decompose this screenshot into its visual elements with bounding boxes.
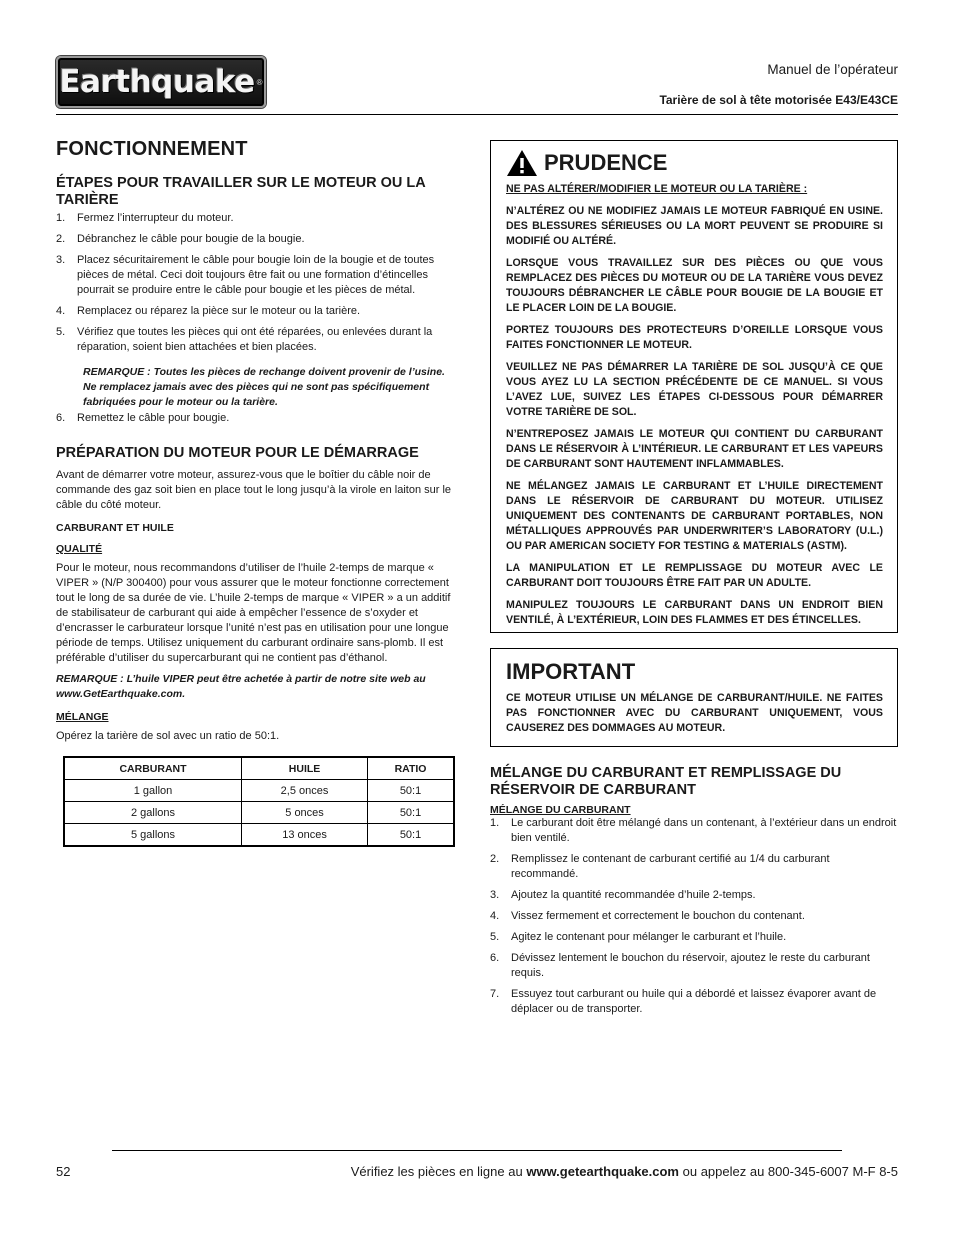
list-item (490, 852, 898, 882)
footer-contact (351, 1164, 898, 1179)
step-number: 7. (490, 988, 500, 1000)
step-text: Placez sécuritairement le câble pour bougie loin de la bougie et de toutes pièces de métal. Ceci doit toujours être fait ou une formation d’étincelles pourrait se produire entre le câble pour bougie et les pièces de métal. (77, 254, 435, 296)
step-number: 5. (490, 931, 500, 943)
step-text: Débranchez le câble pour bougie de la bougie. (77, 233, 305, 245)
prudence-paragraph: N’ALTÉREZ OU NE MODIFIEZ JAMAIS LE MOTEUR FABRIQUÉ EN USINE. DES BLESSURES SÉRIEUSES OU LA MORT PEUVENT SE PRODUIRE SI MODIFIÉ OU ALTÉRÉ. (506, 205, 883, 247)
step-number: 1. (56, 212, 66, 224)
prudence-box (490, 140, 898, 633)
list-item (490, 930, 898, 945)
list-item (56, 325, 456, 355)
step-text: Vérifiez que toutes les pièces qui ont été réparées, ou enlevées durant la réparation, soient bien attachées et bien placées. (77, 326, 433, 353)
list-item (56, 232, 456, 247)
list-item (490, 951, 898, 981)
step-text: Remplissez le contenant de carburant certifié au 1/4 du carburant recommandé. (511, 853, 830, 880)
footer-phone-text: ou appelez au 800-345-6007 M-F 8-5 (682, 1164, 898, 1179)
page-number: 52 (56, 1164, 71, 1179)
prudence-paragraph: NE MÉLANGEZ JAMAIS LE CARBURANT ET L’HUILE DIRECTEMENT DANS LE RÉSERVOIR DE CARBURANT DU MOTEUR. UTILISEZ UNIQUEMENT DES CONTENANTS DE CARBURANT PORTABLES, NON MÉTALLIQUES APPROUVÉS PAR UNDERWRITER’S LABORATORY (U.L.) OU PAR AMERICAN SOCIETY FOR TESTING & MATERIALS (ASTM). (506, 480, 883, 552)
steps-list-continued (56, 411, 456, 426)
step-number: 6. (56, 412, 66, 424)
important-box (490, 648, 898, 747)
prudence-paragraph: PORTEZ TOUJOURS DES PROTECTEURS D’OREILLE LORSQUE VOUS FAITES FONCTIONNER LE MOTEUR. (506, 324, 883, 351)
steps-heading: ÉTAPES POUR TRAVAILLER SUR LE MOTEUR OU LA TARIÈRE (56, 175, 426, 208)
list-item (56, 411, 456, 426)
list-item (56, 253, 456, 298)
list-item (490, 987, 898, 1017)
table-row (64, 824, 454, 847)
product-title: Tarière de sol à tête motorisée E43/E43CE (659, 93, 898, 107)
column-header: CARBURANT (64, 757, 242, 780)
step-number: 2. (56, 233, 66, 245)
prudence-title-row (506, 141, 883, 185)
fuel-mixing-label: MÉLANGE DU CARBURANT (490, 804, 631, 816)
prudence-paragraph: LORSQUE VOUS TRAVAILLEZ SUR DES PIÈCES OU QUE VOUS REMPLACEZ DES PIÈCES DU MOTEUR OU DE LA TARIÈRE VOUS DEVEZ TOUJOURS DÉBRANCHER LE CÂBLE POUR BOUGIE DE LA BOUGIE ET LE PLACER LOIN DE LA BOUGIE. (506, 257, 883, 314)
step-number: 1. (490, 817, 500, 829)
prudence-subtitle: NE PAS ALTÉRER/MODIFIER LE MOTEUR OU LA TARIÈRE : (506, 183, 808, 195)
prudence-paragraph: VEUILLEZ NE PAS DÉMARRER LA TARIÈRE DE SOL JUSQU’À CE QUE VOUS AYEZ LU LA SECTION PRÉCÉDENTE DE CE MANUEL. SI VOUS L’AVEZ LUE, SUIVEZ LES ÉTAPES CI-DESSOUS POUR DÉMARRER VOTRE TARIÈRE DE SOL. (506, 361, 883, 418)
quality-text: Pour le moteur, nous recommandons d’utiliser de l’huile 2-temps de marque « VIPER » (N/P 300400) pour vous assurer que le moteur fonctionne correctement tout le long de sa durée de vie. L’huile 2-temps de marque « VIPER » a un additif de stabilisateur de carburant qui aide à empêcher l’essence de s’oxyder et d’encrasser le carburateur lorsque l’unité n’est pas en utilisation pour une longue période de temps. Utilisez uniquement du carburant ordinaire sans-plomb. Il est préférable d’utiliser du supercarburant qui ne contient pas d’éthanol. (56, 562, 451, 664)
list-item (56, 211, 456, 226)
list-item (490, 888, 898, 903)
steps-list (56, 211, 456, 355)
step-text: Vissez fermement et correctement le bouchon du contenant. (511, 910, 805, 922)
fuel-fill-heading: MÉLANGE DU CARBURANT ET REMPLISSAGE DU RÉSERVOIR DE CARBURANT (490, 765, 842, 798)
table-cell: 2 gallons (64, 802, 242, 824)
step-text: Le carburant doit être mélangé dans un contenant, à l’extérieur dans un endroit bien ventilé. (511, 817, 897, 844)
step-text: Ajoutez la quantité recommandée d’huile 2-temps. (511, 889, 756, 901)
prudence-paragraph: LA MANIPULATION ET LE REMPLISSAGE DU MOTEUR AVEC LE CARBURANT DOIT TOUJOURS ÊTRE FAIT PAR UN ADULTE. (506, 562, 883, 589)
column-header: HUILE (242, 757, 368, 780)
section-title: FONCTIONNEMENT (56, 138, 248, 160)
step-text: Essuyez tout carburant ou huile qui a débordé et laissez évaporer avant de déplacer ou de transporter. (511, 988, 877, 1015)
important-title-row (506, 649, 883, 695)
table-cell: 50:1 (368, 802, 454, 824)
step-number: 2. (490, 853, 500, 865)
table-cell: 13 onces (242, 824, 368, 847)
manual-label: Manuel de l’opérateur (767, 62, 898, 77)
right-column (490, 140, 898, 1023)
table-cell: 1 gallon (64, 780, 242, 802)
prudence-paragraph: N’ENTREPOSEZ JAMAIS LE MOTEUR QUI CONTIENT DU CARBURANT DANS LE RÉSERVOIR À L’INTÉRIEUR. LE CARBURANT ET LES VAPEURS DE CARBURANT SONT HAUTEMENT INFLAMMABLES. (506, 428, 883, 470)
prudence-paragraph: MANIPULEZ TOUJOURS LE CARBURANT DANS UN ENDROIT BIEN VENTILÉ, À L’EXTÉRIEUR, LOIN DES FLAMMES ET DES ÉTINCELLES. (506, 599, 883, 626)
step-text: Remplacez ou réparez la pièce sur le moteur ou la tarière. (77, 305, 361, 317)
replacement-parts-note: REMARQUE : Toutes les pièces de rechange doivent provenir de l’usine. Ne remplacez jamais avec des pièces qui ne sont pas spécifiquement fabriquées pour le moteur ou la tarière. (83, 366, 445, 408)
prep-heading: PRÉPARATION DU MOTEUR POUR LE DÉMARRAGE (56, 445, 419, 461)
table-row (64, 802, 454, 824)
table-cell: 5 onces (242, 802, 368, 824)
table-row (64, 780, 454, 802)
viper-note: REMARQUE : L’huile VIPER peut être achetée à partir de notre site web au www.GetEarthquake.com. (56, 673, 426, 700)
fuel-oil-label: CARBURANT ET HUILE (56, 522, 174, 534)
mix-ratio-table (63, 756, 455, 847)
list-item (490, 909, 898, 924)
mix-text: Opérez la tarière de sol avec un ratio de 50:1. (56, 730, 280, 742)
left-column (56, 138, 456, 847)
table-cell: 5 gallons (64, 824, 242, 847)
header-divider (56, 114, 898, 115)
fuel-steps-list (490, 816, 898, 1017)
step-number: 5. (56, 326, 66, 338)
prep-text: Avant de démarrer votre moteur, assurez-vous que le boîtier du câble noir de commande des gaz soit bien en place tout le long jusqu’à la virole en laiton sur le câble du côté moteur. (56, 469, 452, 511)
quality-label: QUALITÉ (56, 543, 103, 555)
mix-label: MÉLANGE (56, 711, 109, 723)
step-text: Remettez le câble pour bougie. (77, 412, 230, 424)
footer-divider (112, 1150, 842, 1151)
brand-logo (56, 56, 266, 108)
list-item (56, 304, 456, 319)
step-number: 6. (490, 952, 500, 964)
logo-text: Earthquake (59, 64, 255, 100)
footer-check-text: Vérifiez les pièces en ligne au (350, 1164, 523, 1179)
prudence-title: PRUDENCE (544, 150, 668, 175)
step-number: 3. (490, 889, 500, 901)
important-title: IMPORTANT (506, 659, 636, 684)
list-item (490, 816, 898, 846)
table-cell: 2,5 onces (242, 780, 368, 802)
warning-icon (506, 149, 538, 177)
logo-registered-mark: ® (256, 77, 263, 87)
table-cell: 50:1 (368, 780, 454, 802)
step-number: 4. (56, 305, 66, 317)
step-text: Dévissez lentement le bouchon du réservoir, ajoutez le reste du carburant requis. (511, 952, 870, 979)
table-header-row (64, 757, 454, 780)
table-cell: 50:1 (368, 824, 454, 847)
important-text: CE MOTEUR UTILISE UN MÉLANGE DE CARBURANT/HUILE. NE FAITES PAS FONCTIONNER AVEC DU CARBURANT UNIQUEMENT, VOUS CAUSEREZ DES DOMMAGES AU MOTEUR. (506, 692, 883, 734)
step-text: Agitez le contenant pour mélanger le carburant et l’huile. (511, 931, 787, 943)
column-header: RATIO (368, 757, 454, 780)
step-number: 4. (490, 910, 500, 922)
step-number: 3. (56, 254, 66, 266)
footer-website-link[interactable]: www.getearthquake.com (526, 1164, 679, 1179)
step-text: Fermez l’interrupteur du moteur. (77, 212, 234, 224)
